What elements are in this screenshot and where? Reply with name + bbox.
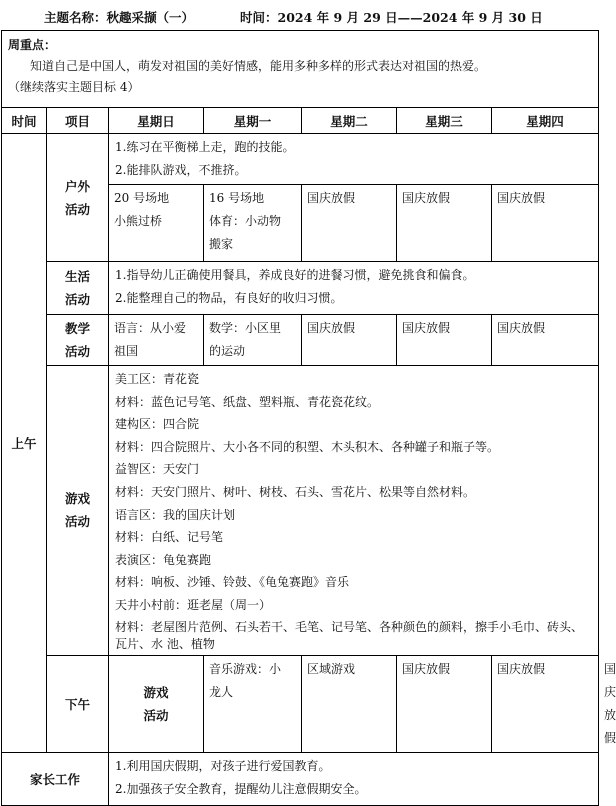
teaching-label-1: 教学 bbox=[64, 321, 90, 336]
outdoor-sunday-line: 小熊过桥 bbox=[114, 214, 163, 228]
date-range: 时间：2024 年 9 月 29 日——2024 年 9 月 30 日 bbox=[240, 10, 543, 25]
life-goals bbox=[109, 262, 599, 315]
teaching-label bbox=[47, 315, 109, 366]
afternoon-row: 下午 游戏 活动 音乐游戏：小 龙人 区域游戏 国庆放假 国庆放假 国庆放假 bbox=[2, 655, 599, 752]
life-goal: 1.指导幼儿正确使用餐具，养成良好的进餐习惯，避免挑食和偏食。 bbox=[115, 268, 475, 282]
col-header-time: 时间 bbox=[2, 108, 47, 134]
column-header-row bbox=[2, 108, 599, 134]
outdoor-monday-line: 搬家 bbox=[209, 237, 234, 251]
outdoor-label bbox=[47, 134, 109, 262]
outdoor-monday-line: 体育：小动物 bbox=[209, 214, 282, 228]
afternoon-games-label bbox=[109, 655, 204, 752]
teaching-sunday-line: 语言：从小爱 bbox=[114, 321, 187, 335]
afternoon-sunday bbox=[204, 655, 302, 752]
teaching-sunday bbox=[109, 315, 204, 366]
teaching-wednesday: 国庆放假 bbox=[397, 315, 492, 366]
focus-note: （继续落实主题目标 4） bbox=[8, 80, 140, 94]
focus-title: 周重点： bbox=[8, 38, 57, 52]
col-header-monday: 星期一 bbox=[204, 108, 302, 134]
life-row bbox=[2, 262, 599, 315]
games-label bbox=[47, 366, 109, 656]
col-header-item: 项目 bbox=[47, 108, 109, 134]
afternoon-sunday-line: 音乐游戏：小 bbox=[209, 661, 282, 676]
life-label-2: 活动 bbox=[64, 292, 90, 307]
game-area-line: 材料：蓝色记号笔、纸盘、塑料瓶、青花瓷花纹。 bbox=[115, 394, 380, 409]
outdoor-label-2: 活动 bbox=[64, 201, 90, 217]
afternoon-monday: 区域游戏 bbox=[302, 655, 397, 752]
teaching-monday-line: 的运动 bbox=[209, 344, 246, 358]
outdoor-monday-line: 16 号场地 bbox=[209, 191, 265, 205]
game-area-line: 益智区：天安门 bbox=[115, 462, 200, 477]
focus-row bbox=[2, 31, 599, 108]
outdoor-thursday: 国庆放假 bbox=[492, 185, 599, 262]
outdoor-goals bbox=[109, 134, 599, 185]
games-label-1: 游戏 bbox=[64, 491, 90, 507]
afternoon-games-label-1: 游戏 bbox=[143, 684, 169, 700]
life-goal: 2.能整理自己的物品，有良好的收归习惯。 bbox=[115, 291, 343, 305]
weekly-plan-table bbox=[1, 30, 616, 806]
theme-title: 主题名称：秋趣采撷（一） bbox=[44, 10, 195, 25]
outdoor-goal: 2.能排队游戏，不推挤。 bbox=[115, 163, 247, 177]
afternoon-sunday-line: 龙人 bbox=[209, 684, 234, 699]
game-areas bbox=[109, 366, 599, 656]
game-area-line: 语言区：我的国庆计划 bbox=[115, 507, 236, 522]
outdoor-goal: 1.练习在平衡梯上走，跑的技能。 bbox=[115, 140, 295, 154]
outdoor-sunday bbox=[109, 185, 204, 262]
col-header-wednesday: 星期三 bbox=[397, 108, 492, 134]
col-header-thursday: 星期四 bbox=[492, 108, 599, 134]
teaching-row bbox=[2, 315, 599, 366]
life-label-1: 生活 bbox=[64, 269, 90, 284]
life-label bbox=[47, 262, 109, 315]
teaching-monday-line: 数学：小区里 bbox=[209, 321, 282, 335]
outdoor-goals-row bbox=[2, 134, 599, 185]
outdoor-tuesday: 国庆放假 bbox=[302, 185, 397, 262]
parents-line: 2.加强孩子安全教育，提醒幼儿注意假期安全。 bbox=[115, 781, 367, 796]
page-header bbox=[0, 0, 600, 30]
games-row bbox=[2, 366, 599, 656]
focus-text: 知道自己是中国人，萌发对祖国的美好情感，能用多种多样的形式表达对祖国的热爱。 bbox=[30, 59, 487, 73]
game-area-line: 材料：老屋图片范例、石头若干、毛笔、记号笔、各种颜色的颜料，擦手小毛巾、砖头、瓦片、水 池、植物 bbox=[115, 619, 584, 651]
game-area-line: 表演区：龟兔赛跑 bbox=[115, 552, 212, 567]
col-header-tuesday: 星期二 bbox=[302, 108, 397, 134]
teaching-sunday-line: 祖国 bbox=[114, 344, 139, 358]
outdoor-monday bbox=[204, 185, 302, 262]
outdoor-wednesday: 国庆放假 bbox=[397, 185, 492, 262]
game-area-line: 美工区：青花瓷 bbox=[115, 372, 200, 386]
col-header-sunday: 星期日 bbox=[109, 108, 204, 134]
weekly-focus bbox=[2, 31, 599, 108]
afternoon-tuesday: 国庆放假 bbox=[397, 655, 492, 752]
teaching-label-2: 活动 bbox=[64, 344, 90, 359]
game-area-line: 建构区：四合院 bbox=[115, 417, 200, 432]
afternoon-games-label-2: 活动 bbox=[143, 707, 169, 723]
teaching-thursday: 国庆放假 bbox=[492, 315, 599, 366]
afternoon-label: 下午 bbox=[47, 655, 109, 752]
teaching-tuesday: 国庆放假 bbox=[302, 315, 397, 366]
parents-label: 家长工作 bbox=[2, 752, 109, 805]
game-area-line: 天井小村前：逛老屋（周一） bbox=[115, 597, 272, 612]
morning-label: 上午 bbox=[2, 134, 47, 753]
game-area-line: 材料：响板、沙锤、铃鼓、《龟兔赛跑》音乐 bbox=[115, 575, 350, 590]
parents-work bbox=[109, 752, 599, 805]
teaching-monday bbox=[204, 315, 302, 366]
parents-row bbox=[2, 752, 599, 805]
parents-line: 1.利用国庆假期，对孩子进行爱国教育。 bbox=[115, 758, 331, 773]
outdoor-label-1: 户外 bbox=[64, 178, 90, 194]
game-area-line: 材料：天安门照片、树叶、树枝、石头、雪花片、松果等自然材料。 bbox=[115, 484, 476, 499]
outdoor-sunday-line: 20 号场地 bbox=[114, 191, 170, 205]
games-label-2: 活动 bbox=[64, 514, 90, 530]
game-area-line: 材料：四合院照片、大小各不同的积塑、木头积木、各种罐子和瓶子等。 bbox=[115, 439, 500, 454]
game-area-line: 材料：白纸、记号笔 bbox=[115, 530, 224, 545]
afternoon-wednesday: 国庆放假 bbox=[492, 655, 599, 752]
